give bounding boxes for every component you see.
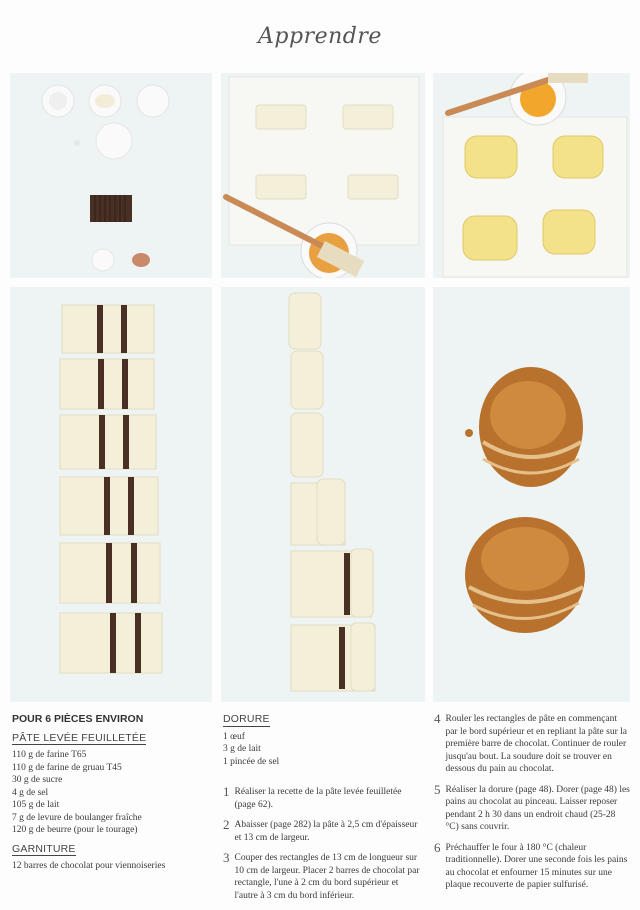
step-text: Abaisser (page 282) la pâte à 2,5 cm d'épaisseur et 13 cm de largeur. [234, 820, 418, 843]
step-2 [223, 819, 423, 844]
yield-heading: POUR 6 PIÈCES ENVIRON [12, 713, 144, 725]
list-item: 7 g de levure de boulanger fraîche [12, 812, 142, 823]
garnish-heading: GARNITURE [12, 842, 76, 855]
list-item: 110 g de farine T65 [12, 750, 87, 760]
step-text: Rouler les rectangles de pâte en commençant par le bord supérieur et en repliant la pâte sur la première barre de chocolat. Continuer de rouler jusqu'au bout. La soudure doit se trouver en dessous du pain au chocolat. [445, 714, 627, 774]
step-text: Préchauffer le four à 180 °C (chaleur traditionnelle). Dorer une seconde fois les pains au chocolat et enfourner 15 minutes sur une plaque recouverte de papier sulfurisé. [445, 842, 628, 890]
list-item: 30 g de sucre [12, 775, 63, 785]
step-text: Réaliser la dorure (page 48). Dorer (page 48) les pains au chocolat au pinceau. Laisser reposer pendant 2 h 30 dans un endroit chaud (25-28 °C) sans couvrir. [445, 784, 630, 832]
glaze-heading: DORURE [223, 713, 270, 725]
photo-baked [433, 287, 630, 702]
step-number: 4 [434, 711, 441, 726]
step-5 [434, 781, 630, 834]
list-item: 120 g de beurre (pour le tourage) [12, 825, 138, 835]
step-number: 2 [223, 817, 230, 832]
step-6 [434, 839, 630, 892]
step-3 [223, 852, 423, 902]
steps-column [434, 713, 630, 900]
step-number: 5 [434, 781, 441, 797]
photo-rolling [221, 287, 425, 702]
dough-heading: PÂTE LEVÉE FEUILLETÉE [12, 731, 147, 744]
step-4 [434, 713, 630, 776]
glaze-list [223, 731, 423, 769]
photo-ingredients [10, 73, 212, 278]
photo-chocolate-placement [10, 287, 212, 702]
list-item: 1 œuf [223, 731, 245, 742]
dough-list [12, 749, 207, 837]
photo-glazing [221, 73, 425, 278]
step-number: 3 [223, 850, 230, 865]
list-item: 105 g de lait [12, 800, 60, 810]
step-text: Couper des rectangles de 13 cm de longueur sur 10 cm de largeur. Placer 2 barres de chocolat par rectangle, l'une à 2 cm du bord supérieur et l'autre à 3 cm du bord inférieur. [234, 853, 420, 901]
list-item: 12 barres de chocolat pour viennoiseries [12, 861, 166, 871]
step-number: 1 [223, 784, 230, 799]
glaze-and-steps-column [223, 713, 423, 910]
page-title: Apprendre [258, 24, 382, 49]
step-number: 6 [434, 839, 441, 855]
step-1 [223, 786, 423, 811]
list-item: 4 g de sel [12, 787, 49, 798]
ingredients-column [12, 713, 207, 879]
list-item: 1 pincée de sel [223, 756, 280, 767]
garnish-list [12, 860, 207, 873]
list-item: 3 g de lait [223, 744, 261, 754]
step-text: Réaliser la recette de la pâte levée feuilletée (page 62). [234, 787, 402, 810]
photo-glazed-pieces [433, 73, 630, 278]
list-item: 110 g de farine de gruau T45 [12, 762, 122, 773]
